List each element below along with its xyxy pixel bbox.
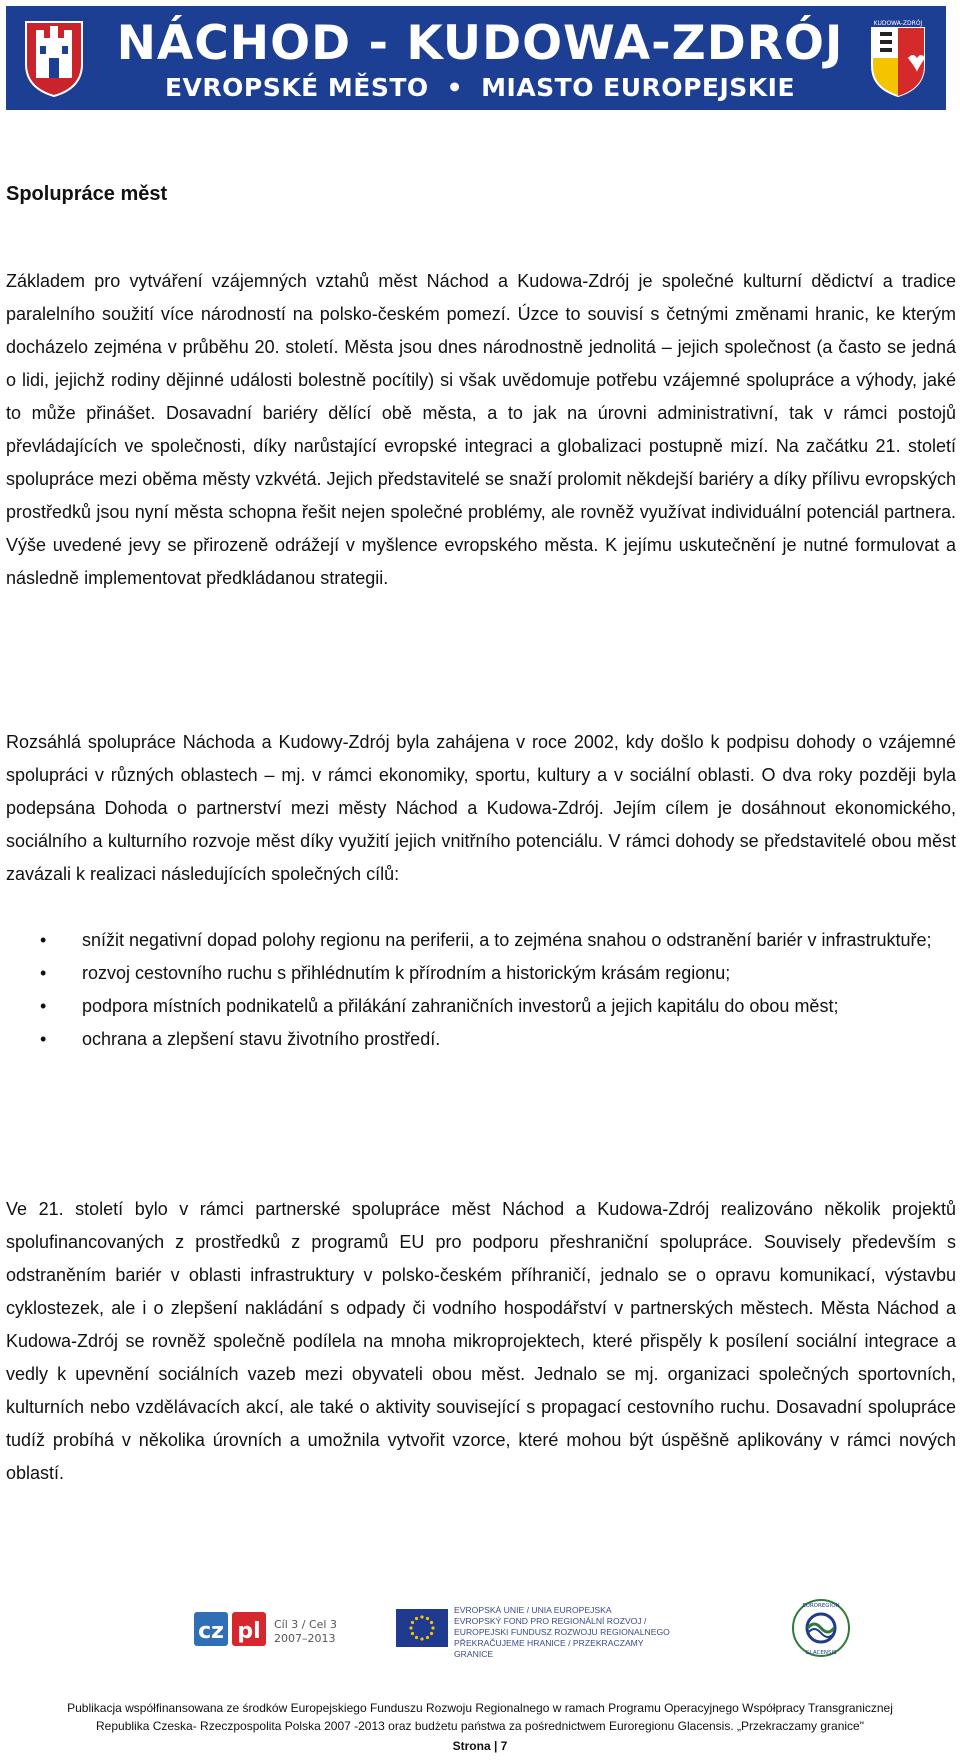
goals-list xyxy=(6,924,956,1056)
footer-funding-line1: Publikacja współfinansowana ze środków Europejskiego Funduszu Rozwoju Regionalnego w ramach Programu Operacyjnego Współpracy Transgranicznej xyxy=(67,1701,893,1715)
euroregion-top-text: EUROREGION xyxy=(802,1603,840,1609)
eu-star-icon xyxy=(411,1632,414,1635)
subtitle-czech: EVROPSKÉ MĚSTO xyxy=(164,73,429,102)
list-item-text: ochrana a zlepšení stavu životního prostředí. xyxy=(82,1029,441,1049)
bullet-icon: • xyxy=(40,963,47,983)
eu-star-icon xyxy=(426,1617,429,1620)
eu-star-icon xyxy=(411,1621,414,1624)
czpl-cz-text: cz xyxy=(198,1619,224,1644)
subtitle-polish: MIASTO EUROPEJSKIE xyxy=(481,73,796,102)
eu-fund-text xyxy=(454,1605,676,1660)
list-item-text: rozvoj cestovního ruchu s přihlédnutím k přírodním a historickým krásám regionu; xyxy=(82,963,731,983)
list-item xyxy=(6,924,956,957)
eu-star-icon xyxy=(430,1632,433,1635)
kudowa-crest-icon xyxy=(866,18,930,98)
list-item xyxy=(6,957,956,990)
eu-star-icon xyxy=(420,1637,423,1640)
bullet-icon: • xyxy=(40,1029,47,1049)
header-banner xyxy=(6,6,946,110)
footer-funding-line2: Republika Czeska- Rzeczpospolita Polska 2007 -2013 oraz budżetu państwa za pośrednictwem Euroregionu Glacensis. „Przekraczamy granice" xyxy=(96,1719,864,1733)
page-number: Strona | 7 xyxy=(452,1739,508,1753)
list-item-text: podpora místních podnikatelů a přilákání zahraničních investorů a jejich kapitálu do obou měst; xyxy=(82,996,839,1016)
eu-star-icon xyxy=(415,1636,418,1639)
euroregion-glacensis-logo xyxy=(790,1596,852,1660)
eu-line3: PŘEKRAČUJEME HRANICE / PRZEKRACZAMY GRANICE xyxy=(454,1638,644,1659)
eu-star-icon xyxy=(426,1636,429,1639)
eu-line1: EVROPSKÁ UNIE / UNIA EUROPEJSKA xyxy=(454,1605,612,1615)
eu-star-icon xyxy=(431,1626,434,1629)
paragraph-intro: Základem pro vytváření vzájemných vztahů měst Náchod a Kudowa-Zdrój je společné kulturní dědictví a tradice paralelního soužití více národností na polsko-českém pomezí. Úzce to souvisí s četnými změnami hranic, ke kterým docházelo zejména v průběhu 20. století. Města jsou dnes národnostně jednolitá – jejich společnost (a často se jedná o lidi, jejichž rodiny dějinné události bolestně pocítily) si však uvědomuje potřebu vzájemné spolupráce a výhody, jaké to může přinášet. Dosavadní bariéry dělící obě města, a to jak na úrovni administrativní, tak v rámci postojů převládajících ve společnosti, díky narůstající evropské integraci a globalizaci postupně mizí. Na začátku 21. století spolupráce mezi oběma městy vzkvétá. Jejich představitelé se snaží prolomit někdejší bariéry a díky přílivu evropských prostředků jsou nyní města schopna řešit nejen společné problémy, ale rovněž využívat individuální potenciál partnera. Výše uvedené jevy se přirozeně odrážejí v myšlence evropského města. K jejímu uskutečnění je nutné formulovat a následně implementovat předkládanou strategii. xyxy=(6,271,956,588)
list-item xyxy=(6,1023,956,1056)
list-item xyxy=(6,990,956,1023)
subtitle-dot: • xyxy=(446,73,464,102)
czpl-line1: Cíl 3 / Cel 3 xyxy=(274,1618,337,1631)
list-item-text: snížit negativní dopad polohy regionu na periferii, a to zejména snahou o odstranění bariér v infrastruktuře; xyxy=(82,930,932,950)
bullet-icon: • xyxy=(40,930,47,950)
banner-subtitle xyxy=(110,72,850,104)
paragraph-projects: Ve 21. století bylo v rámci partnerské spolupráce měst Náchod a Kudowa-Zdrój realizováno několik projektů spolufinancovaných z prostředků z programů EU pro podporu přeshraniční spolupráce. Souvisely především s odstraněním bariér v oblasti infrastruktury v polsko-českém příhraničí, jednalo se o opravu komunikací, výstavbu cyklostezek, ale i o zlepšení nakládání s odpady či vodního hospodářství v partnerských městech. Města Náchod a Kudowa-Zdrój se rovněž společně podílela na mnoha mikroprojektech, které přispěly k posílení sociální integrace a vedly k upevnění sociálních vazeb mezi obyvateli obou měst. Jednalo se mj. organizaci společných sportovních, kulturních nebo vzdělávacích akcí, ale také o aktivity související s propagací cestovního ruchu. Dosavadní spolupráce tudíž probíhá v několika úrovních a umožnila vytvořit vzorce, které mohou být úspěšně aplikovány v rámci nových oblastí. xyxy=(6,1199,956,1483)
czpl-program-logo xyxy=(194,1608,354,1652)
eu-star-icon xyxy=(420,1615,423,1618)
eu-flag-icon xyxy=(396,1609,448,1647)
crest-label: KUDOWA-ZDRÓJ xyxy=(873,20,923,27)
eu-fund-logo xyxy=(396,1605,676,1659)
czpl-line2: 2007–2013 xyxy=(274,1632,336,1645)
eu-star-icon xyxy=(415,1617,418,1620)
eu-star-icon xyxy=(409,1626,412,1629)
paragraph-agreement: Rozsáhlá spolupráce Náchoda a Kudowy-Zdrój byla zahájena v roce 2002, kdy došlo k podpisu dohody o vzájemné spolupráci v různých oblastech – mj. v rámci ekonomiky, sportu, kultury a v sociální oblasti. O dva roky později byla podepsána Dohoda o partnerství mezi městy Náchod a Kudowa-Zdrój. Jejím cílem je dosáhnout ekonomického, sociálního a kulturního rozvoje měst díky využití jejich vnitřního potenciálu. V rámci dohody se představitelé obou měst zavázali k realizaci následujících společných cílů: xyxy=(6,732,956,884)
bullet-icon: • xyxy=(40,996,47,1016)
czpl-pl-text: pl xyxy=(237,1619,261,1644)
eu-line2: EVROPSKÝ FOND PRO REGIONÁLNÍ ROZVOJ / EUROPEJSKI FUNDUSZ ROZWOJU REGIONALNEGO xyxy=(454,1616,670,1637)
eu-star-icon xyxy=(430,1621,433,1624)
euroregion-bottom-text: GLACENSIS xyxy=(805,1650,837,1656)
section-heading: Spolupráce měst xyxy=(6,183,168,205)
banner-title: NÁCHOD - KUDOWA-ZDRÓJ xyxy=(116,16,844,71)
nachod-crest-icon xyxy=(22,18,86,98)
